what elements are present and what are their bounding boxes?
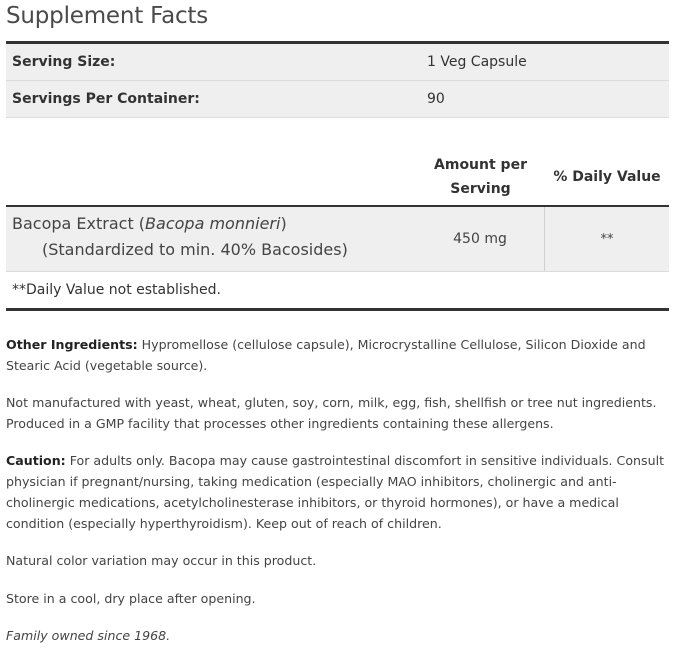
supplement-facts-table xyxy=(6,41,669,311)
ingredient-amount: 450 mg xyxy=(416,207,545,271)
ingredient-row xyxy=(6,207,669,272)
servings-per-container-label: Servings Per Container: xyxy=(12,91,200,107)
other-ingredients: Other Ingredients: Hypromellose (cellulose capsule), Microcrystalline Cellulose, Silicon Dioxide and Stearic Acid (vegetable source). xyxy=(6,337,646,373)
table-header-row xyxy=(6,149,669,207)
ingredient-daily-value: ** xyxy=(600,231,614,247)
ingredient-latin-name: Bacopa monnieri xyxy=(145,214,281,233)
family-owned-note: Family owned since 1968. xyxy=(6,627,171,643)
ingredient-standardization: (Standardized to min. 40% Bacosides) xyxy=(42,240,348,259)
allergen-statement: Not manufactured with yeast, wheat, gluten, soy, corn, milk, egg, fish, shellfish or tree nut ingredients. Produced in a GMP facility that processes other ingredients containing these allergens. xyxy=(6,395,657,431)
daily-value-footnote: **Daily Value not established. xyxy=(6,272,669,311)
storage-note: Store in a cool, dry place after opening. xyxy=(6,590,256,606)
ingredient-name-cell xyxy=(6,207,416,271)
amount-per-serving-header: Amount per Serving xyxy=(434,157,527,197)
daily-value-header: % Daily Value xyxy=(553,169,661,185)
label-notes xyxy=(6,335,666,663)
servings-per-container-value: 90 xyxy=(427,91,445,107)
color-variation-note: Natural color variation may occur in this product. xyxy=(6,553,317,569)
caution-statement: Caution: For adults only. Bacopa may cause gastrointestinal discomfort in sensitive individuals. Consult physician if pregnant/nursing, taking medication (especially MAO inhibitors, cholinergic and anti-cholinergic medications, acetylcholinesterase inhibitors, or thyroid hormones), or have a medical condition (especially hyperthyroidism). Keep out of reach of children. xyxy=(6,453,665,531)
serving-size-row xyxy=(6,44,669,81)
ingredient-name: Bacopa Extract (Bacopa monnieri) xyxy=(12,214,287,233)
serving-size-value: 1 Veg Capsule xyxy=(427,54,527,70)
page-title: Supplement Facts xyxy=(6,3,209,29)
serving-size-label: Serving Size: xyxy=(12,54,116,70)
servings-per-container-row xyxy=(6,81,669,118)
